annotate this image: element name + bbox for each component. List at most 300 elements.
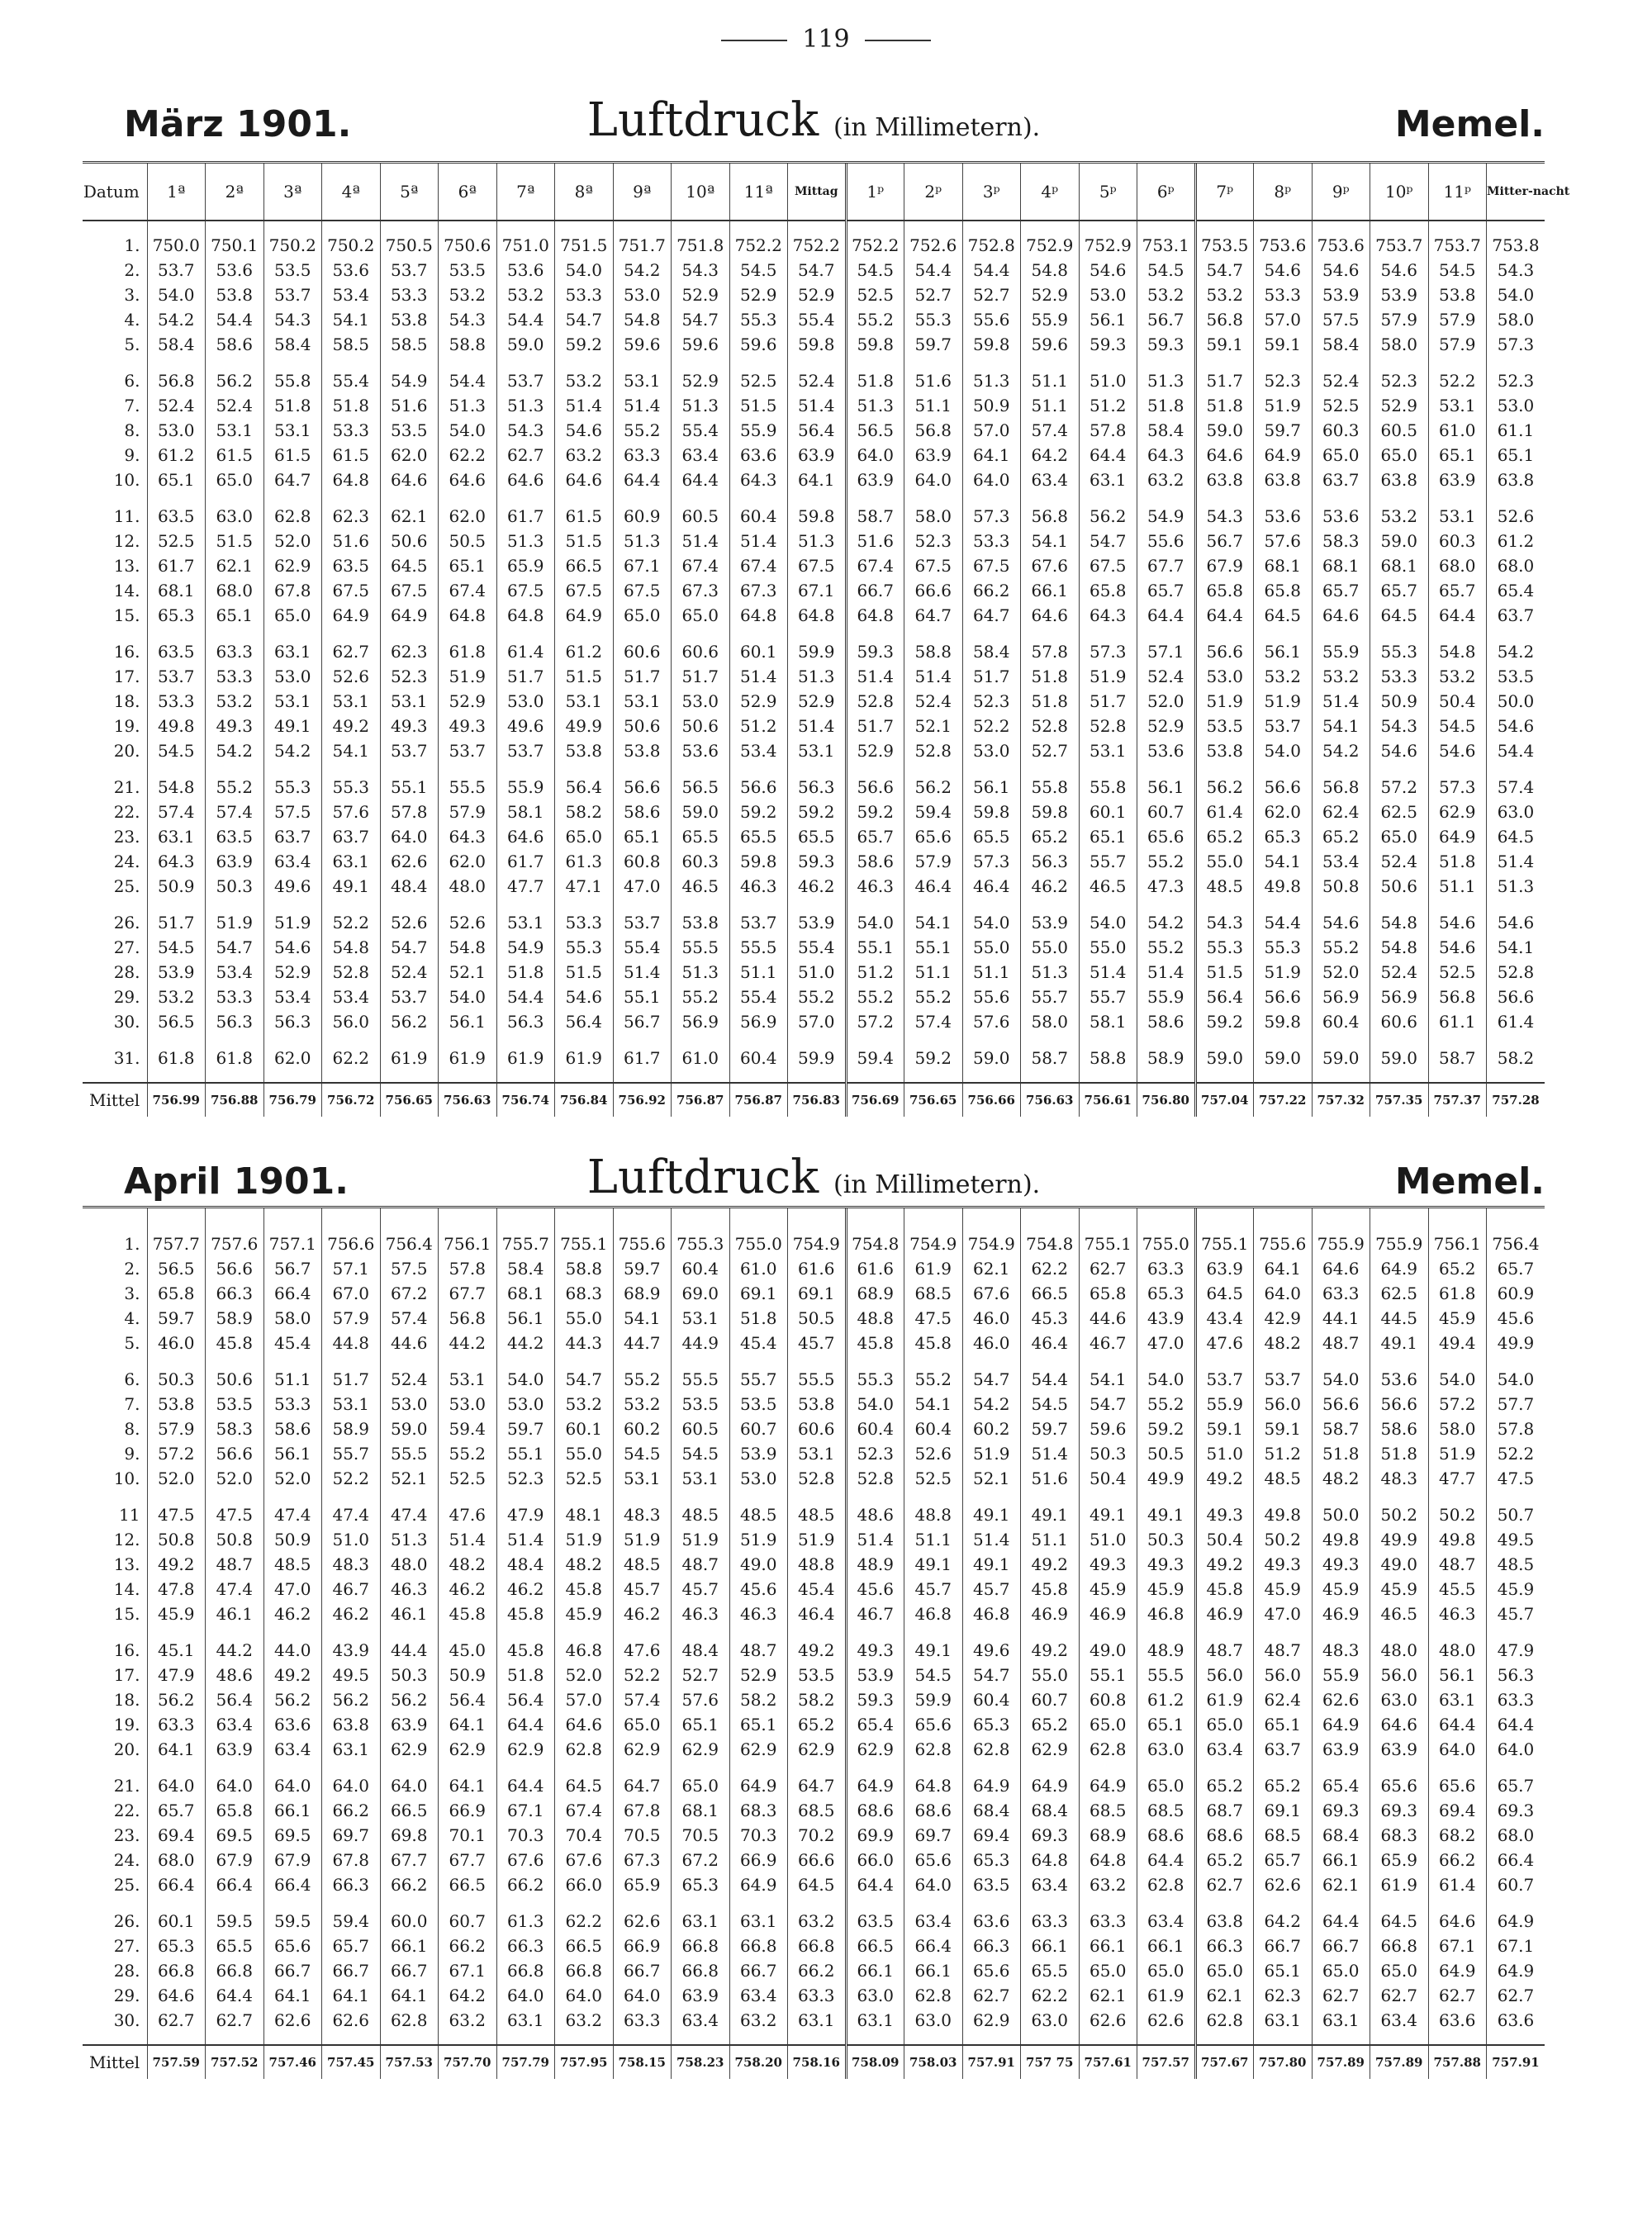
april-pressure-value: 59.7 <box>1021 1416 1080 1441</box>
march-pressure-value: 750.5 <box>380 233 439 258</box>
april-group-spacer <box>83 1491 1545 1502</box>
april-pressure-value: 66.4 <box>206 1872 264 1897</box>
march-pressure-value: 51.7 <box>846 714 904 738</box>
march-pressure-value: 52.9 <box>439 689 497 714</box>
april-pressure-value: 47.6 <box>613 1638 672 1663</box>
march-pressure-value: 751.8 <box>672 233 730 258</box>
march-pressure-value: 57.9 <box>1370 307 1429 332</box>
march-pressure-value: 53.1 <box>555 689 614 714</box>
march-pressure-value: 53.2 <box>555 368 614 393</box>
april-pressure-value: 57.9 <box>147 1416 206 1441</box>
april-pressure-value: 66.0 <box>555 1872 614 1897</box>
april-pressure-value: 49.2 <box>263 1663 322 1687</box>
march-pressure-value: 65.0 <box>613 603 672 628</box>
march-pressure-value: 750.2 <box>322 233 381 258</box>
march-pressure-value: 55.2 <box>1312 935 1370 960</box>
april-pressure-value: 57.7 <box>1487 1392 1545 1416</box>
april-pressure-value: 60.2 <box>613 1416 672 1441</box>
april-pressure-value: 755.9 <box>1312 1231 1370 1256</box>
march-pressure-value: 51.6 <box>846 529 904 553</box>
april-pressure-value: 65.7 <box>1487 1773 1545 1798</box>
april-pressure-value: 61.2 <box>1137 1687 1196 1712</box>
april-pressure-value: 51.9 <box>962 1441 1021 1466</box>
march-group-spacer <box>83 221 1545 233</box>
march-pressure-value: 47.0 <box>613 874 672 899</box>
april-pressure-value: 48.0 <box>380 1552 439 1577</box>
march-column-header: 5ª <box>380 164 439 221</box>
march-mean-value: 756.99 <box>147 1083 206 1117</box>
march-pressure-value: 53.9 <box>1021 910 1080 935</box>
march-pressure-value: 51.9 <box>1254 960 1313 985</box>
march-month-title: März 1901. <box>124 103 352 145</box>
march-column-header: 10ᵖ <box>1370 164 1429 221</box>
april-pressure-value: 48.8 <box>788 1552 847 1577</box>
april-pressure-value: 65.8 <box>147 1281 206 1306</box>
march-pressure-value: 51.4 <box>555 393 614 418</box>
april-pressure-value: 65.0 <box>1079 1712 1137 1737</box>
march-pressure-value: 52.3 <box>1370 368 1429 393</box>
april-pressure-value: 62.8 <box>1079 1737 1137 1762</box>
march-pressure-value: 51.6 <box>380 393 439 418</box>
april-pressure-value: 47.8 <box>147 1577 206 1601</box>
april-pressure-value: 66.7 <box>380 1958 439 1983</box>
march-pressure-value: 67.4 <box>729 553 788 578</box>
april-pressure-value: 63.6 <box>1428 2008 1487 2033</box>
april-pressure-value: 61.0 <box>729 1256 788 1281</box>
april-pressure-value: 68.1 <box>672 1798 730 1823</box>
april-pressure-value: 49.1 <box>962 1502 1021 1527</box>
april-pressure-value: 64.8 <box>1079 1848 1137 1872</box>
april-pressure-value: 45.9 <box>147 1601 206 1626</box>
april-mean-value: 758.03 <box>904 2045 963 2079</box>
march-pressure-value: 58.7 <box>1428 1046 1487 1070</box>
march-pressure-value: 51.7 <box>1079 689 1137 714</box>
march-pressure-value: 67.6 <box>1021 553 1080 578</box>
april-pressure-value: 65.0 <box>1137 1773 1196 1798</box>
april-pressure-value: 65.6 <box>904 1712 963 1737</box>
april-pressure-value: 49.2 <box>1195 1466 1254 1491</box>
april-pressure-value: 63.0 <box>1021 2008 1080 2033</box>
march-day-label: 14. <box>113 581 140 600</box>
april-pressure-value: 50.9 <box>263 1527 322 1552</box>
april-pressure-value: 56.6 <box>1312 1392 1370 1416</box>
april-pressure-value: 63.1 <box>788 2008 847 2033</box>
march-pressure-value: 52.7 <box>904 282 963 307</box>
april-pressure-value: 52.5 <box>555 1466 614 1491</box>
march-pressure-value: 64.7 <box>263 467 322 492</box>
march-pressure-value: 50.6 <box>1370 874 1429 899</box>
march-mean-value: 756.88 <box>206 1083 264 1117</box>
march-pressure-value: 753.8 <box>1487 233 1545 258</box>
april-pressure-value: 47.9 <box>496 1502 555 1527</box>
march-group-spacer <box>83 1034 1545 1046</box>
march-pressure-value: 63.8 <box>1370 467 1429 492</box>
march-pressure-value: 61.1 <box>1428 1009 1487 1034</box>
march-pressure-value: 63.6 <box>729 443 788 467</box>
april-pressure-value: 66.5 <box>1021 1281 1080 1306</box>
march-pressure-value: 53.7 <box>439 738 497 763</box>
march-pressure-value: 51.3 <box>1137 368 1196 393</box>
march-pressure-value: 53.2 <box>1370 504 1429 529</box>
march-pressure-value: 64.9 <box>380 603 439 628</box>
march-pressure-value: 56.5 <box>672 775 730 800</box>
april-pressure-value: 65.0 <box>1312 1958 1370 1983</box>
april-pressure-value: 67.6 <box>962 1281 1021 1306</box>
march-pressure-value: 56.2 <box>1079 504 1137 529</box>
april-pressure-value: 757.7 <box>147 1231 206 1256</box>
april-pressure-value: 48.7 <box>206 1552 264 1577</box>
april-pressure-value: 54.5 <box>904 1663 963 1687</box>
march-pressure-value: 63.4 <box>1021 467 1080 492</box>
april-pressure-value: 45.9 <box>1079 1577 1137 1601</box>
april-pressure-value: 54.7 <box>555 1367 614 1392</box>
april-pressure-value: 754.8 <box>1021 1231 1080 1256</box>
april-pressure-value: 45.8 <box>555 1577 614 1601</box>
march-pressure-value: 57.3 <box>962 504 1021 529</box>
march-pressure-value: 51.3 <box>496 529 555 553</box>
april-title-note: (in Millimetern). <box>833 1170 1041 1199</box>
march-pressure-value: 58.0 <box>1370 332 1429 357</box>
april-pressure-value: 54.4 <box>1021 1367 1080 1392</box>
march-pressure-value: 67.1 <box>788 578 847 603</box>
march-pressure-value: 53.6 <box>322 258 381 282</box>
april-pressure-value: 52.1 <box>380 1466 439 1491</box>
march-pressure-value: 54.7 <box>555 307 614 332</box>
march-pressure-value: 64.5 <box>1487 824 1545 849</box>
march-mean-value: 757.35 <box>1370 1083 1429 1117</box>
march-station-name: Memel. <box>1394 103 1545 145</box>
april-pressure-value: 62.8 <box>904 1983 963 2008</box>
april-pressure-value: 56.8 <box>439 1306 497 1331</box>
april-pressure-value: 46.8 <box>1137 1601 1196 1626</box>
april-pressure-value: 64.5 <box>788 1872 847 1897</box>
april-pressure-value: 49.1 <box>1137 1502 1196 1527</box>
april-pressure-value: 62.7 <box>1428 1983 1487 2008</box>
april-day-label: 8. <box>124 1419 140 1439</box>
april-pressure-value: 67.9 <box>206 1848 264 1872</box>
march-pressure-value: 59.0 <box>1312 1046 1370 1070</box>
march-pressure-value: 63.8 <box>1487 467 1545 492</box>
march-pressure-value: 60.7 <box>1137 800 1196 824</box>
march-pressure-value: 51.9 <box>263 910 322 935</box>
april-pressure-value: 63.2 <box>729 2008 788 2033</box>
march-pressure-value: 64.9 <box>1428 824 1487 849</box>
april-group-spacer <box>83 1220 1545 1231</box>
april-pressure-value: 64.0 <box>904 1872 963 1897</box>
march-pressure-value: 64.6 <box>496 824 555 849</box>
march-pressure-value: 52.4 <box>380 960 439 985</box>
april-pressure-value: 46.9 <box>1079 1601 1137 1626</box>
april-day-label: 24. <box>113 1850 140 1870</box>
april-pressure-value: 69.7 <box>322 1823 381 1848</box>
march-pressure-value: 52.3 <box>1254 368 1313 393</box>
march-pressure-value: 55.9 <box>1021 307 1080 332</box>
april-pressure-value: 50.4 <box>1195 1527 1254 1552</box>
april-pressure-value: 49.5 <box>1487 1527 1545 1552</box>
april-pressure-value: 60.7 <box>439 1909 497 1934</box>
march-pressure-value: 51.0 <box>1079 368 1137 393</box>
march-pressure-value: 53.1 <box>1428 393 1487 418</box>
april-pressure-value: 62.9 <box>729 1737 788 1762</box>
april-pressure-value: 67.7 <box>380 1848 439 1872</box>
march-pressure-value: 55.2 <box>846 985 904 1009</box>
april-mean-value: 757.89 <box>1370 2045 1429 2079</box>
march-pressure-value: 57.4 <box>1487 775 1545 800</box>
april-pressure-value: 65.1 <box>1254 1958 1313 1983</box>
april-mean-label: Mittel <box>83 2045 147 2079</box>
march-pressure-value: 60.8 <box>613 849 672 874</box>
april-pressure-value: 47.0 <box>263 1577 322 1601</box>
april-pressure-value: 48.2 <box>439 1552 497 1577</box>
april-pressure-value: 58.3 <box>206 1416 264 1441</box>
march-pressure-value: 67.5 <box>322 578 381 603</box>
march-mean-value: 756.63 <box>1021 1083 1080 1117</box>
march-group-spacer <box>83 492 1545 504</box>
march-pressure-value: 64.0 <box>380 824 439 849</box>
march-pressure-value: 50.6 <box>380 529 439 553</box>
march-pressure-value: 64.8 <box>439 603 497 628</box>
april-pressure-value: 65.3 <box>1137 1281 1196 1306</box>
april-pressure-value: 52.5 <box>904 1466 963 1491</box>
march-mean-value: 757.22 <box>1254 1083 1313 1117</box>
march-pressure-value: 54.2 <box>1312 738 1370 763</box>
april-mean-value: 758.15 <box>613 2045 672 2079</box>
april-pressure-value: 56.6 <box>206 1441 264 1466</box>
april-pressure-value: 69.7 <box>904 1823 963 1848</box>
april-pressure-value: 50.0 <box>1312 1502 1370 1527</box>
march-pressure-value: 51.8 <box>496 960 555 985</box>
march-pressure-value: 61.7 <box>496 849 555 874</box>
march-pressure-value: 54.5 <box>1137 258 1196 282</box>
april-pressure-value: 68.0 <box>1487 1823 1545 1848</box>
march-pressure-value: 54.7 <box>380 935 439 960</box>
april-pressure-value: 55.5 <box>672 1367 730 1392</box>
april-pressure-value: 61.9 <box>1195 1687 1254 1712</box>
april-pressure-value: 65.9 <box>613 1872 672 1897</box>
april-day-row <box>83 1502 1545 1527</box>
march-mean-value: 756.61 <box>1079 1083 1137 1117</box>
april-pressure-value: 66.8 <box>729 1934 788 1958</box>
april-pressure-value: 69.3 <box>1487 1798 1545 1823</box>
april-pressure-value: 69.4 <box>147 1823 206 1848</box>
april-pressure-value: 54.1 <box>613 1306 672 1331</box>
march-pressure-value: 52.1 <box>439 960 497 985</box>
april-day-label: 10. <box>113 1469 140 1488</box>
march-pressure-value: 53.4 <box>729 738 788 763</box>
march-pressure-value: 58.4 <box>1137 418 1196 443</box>
march-pressure-value: 56.7 <box>1137 307 1196 332</box>
april-pressure-value: 59.5 <box>206 1909 264 1934</box>
april-day-label: 4. <box>124 1308 140 1328</box>
march-pressure-value: 53.3 <box>1370 664 1429 689</box>
april-pressure-value: 67.3 <box>613 1848 672 1872</box>
march-pressure-value: 61.4 <box>496 639 555 664</box>
march-pressure-value: 53.6 <box>672 738 730 763</box>
march-pressure-value: 55.8 <box>263 368 322 393</box>
march-mean-value: 756.65 <box>380 1083 439 1117</box>
march-pressure-value: 51.4 <box>613 960 672 985</box>
april-pressure-value: 64.4 <box>496 1712 555 1737</box>
april-pressure-value: 57.1 <box>322 1256 381 1281</box>
april-pressure-value: 54.5 <box>1021 1392 1080 1416</box>
april-pressure-value: 64.4 <box>1137 1848 1196 1872</box>
march-pressure-value: 51.3 <box>788 664 847 689</box>
march-pressure-value: 51.8 <box>1428 849 1487 874</box>
april-pressure-value: 62.8 <box>1137 1872 1196 1897</box>
april-pressure-value: 53.1 <box>788 1441 847 1466</box>
april-pressure-value: 66.3 <box>322 1872 381 1897</box>
april-mean-value: 757.67 <box>1195 2045 1254 2079</box>
april-group-spacer <box>83 1355 1545 1367</box>
march-pressure-value: 51.8 <box>1021 664 1080 689</box>
april-pressure-value: 64.6 <box>147 1983 206 2008</box>
april-mean-value: 757.88 <box>1428 2045 1487 2079</box>
march-pressure-value: 751.7 <box>613 233 672 258</box>
march-pressure-value: 52.9 <box>729 282 788 307</box>
april-pressure-value: 62.5 <box>1370 1281 1429 1306</box>
march-pressure-value: 58.0 <box>1021 1009 1080 1034</box>
april-pressure-value: 55.5 <box>380 1441 439 1466</box>
march-pressure-value: 51.3 <box>1021 960 1080 985</box>
march-pressure-value: 65.1 <box>206 603 264 628</box>
april-pressure-value: 57.5 <box>380 1256 439 1281</box>
march-pressure-value: 59.6 <box>613 332 672 357</box>
april-pressure-value: 67.1 <box>1428 1934 1487 1958</box>
april-day-label: 13. <box>113 1554 140 1574</box>
march-pressure-value: 51.6 <box>322 529 381 553</box>
april-pressure-value: 49.0 <box>729 1552 788 1577</box>
april-pressure-value: 68.4 <box>962 1798 1021 1823</box>
march-pressure-value: 53.7 <box>496 368 555 393</box>
march-pressure-value: 60.3 <box>672 849 730 874</box>
march-day-row <box>83 738 1545 763</box>
april-pressure-value: 69.1 <box>1254 1798 1313 1823</box>
march-pressure-value: 53.4 <box>322 985 381 1009</box>
march-group-spacer <box>83 899 1545 910</box>
april-pressure-value: 45.7 <box>788 1331 847 1355</box>
march-pressure-value: 51.6 <box>904 368 963 393</box>
april-pressure-value: 51.8 <box>1370 1441 1429 1466</box>
april-pressure-value: 66.4 <box>147 1872 206 1897</box>
march-pressure-value: 53.7 <box>147 664 206 689</box>
april-pressure-value: 54.0 <box>496 1367 555 1392</box>
april-day-row <box>83 1416 1545 1441</box>
march-pressure-value: 60.1 <box>729 639 788 664</box>
march-pressure-value: 62.3 <box>380 639 439 664</box>
march-pressure-value: 59.0 <box>1370 529 1429 553</box>
march-pressure-value: 65.7 <box>1312 578 1370 603</box>
march-pressure-value: 52.2 <box>1428 368 1487 393</box>
april-pressure-value: 46.0 <box>962 1306 1021 1331</box>
march-pressure-value: 65.0 <box>672 603 730 628</box>
april-pressure-value: 53.5 <box>729 1392 788 1416</box>
march-pressure-value: 59.7 <box>1254 418 1313 443</box>
april-pressure-value: 45.8 <box>496 1638 555 1663</box>
march-pressure-value: 64.6 <box>1195 443 1254 467</box>
april-pressure-value: 45.8 <box>1195 1577 1254 1601</box>
march-pressure-value: 55.7 <box>1079 985 1137 1009</box>
march-pressure-value: 57.6 <box>962 1009 1021 1034</box>
march-day-label: 6. <box>124 371 140 391</box>
march-pressure-value: 65.7 <box>1137 578 1196 603</box>
march-pressure-value: 51.8 <box>1137 393 1196 418</box>
april-pressure-value: 53.1 <box>439 1367 497 1392</box>
april-pressure-value: 45.6 <box>1487 1306 1545 1331</box>
april-pressure-value: 47.9 <box>1487 1638 1545 1663</box>
march-pressure-value: 53.3 <box>962 529 1021 553</box>
april-pressure-value: 65.5 <box>1021 1958 1080 1983</box>
march-pressure-value: 51.8 <box>263 393 322 418</box>
april-pressure-value: 43.9 <box>1137 1306 1196 1331</box>
april-pressure-value: 64.7 <box>613 1773 672 1798</box>
april-pressure-value: 64.9 <box>1487 1958 1545 1983</box>
april-pressure-value: 66.8 <box>672 1958 730 1983</box>
april-pressure-value: 63.9 <box>1195 1256 1254 1281</box>
march-mean-value: 756.84 <box>555 1083 614 1117</box>
april-pressure-value: 59.0 <box>380 1416 439 1441</box>
april-day-label: 30. <box>113 2010 140 2030</box>
march-pressure-value: 55.0 <box>1079 935 1137 960</box>
march-pressure-value: 56.1 <box>1079 307 1137 332</box>
april-pressure-value: 62.1 <box>1312 1872 1370 1897</box>
april-pressure-value: 53.2 <box>555 1392 614 1416</box>
march-pressure-value: 51.4 <box>788 714 847 738</box>
april-pressure-value: 66.1 <box>1137 1934 1196 1958</box>
march-pressure-value: 54.1 <box>1021 529 1080 553</box>
april-pressure-value: 47.5 <box>1487 1466 1545 1491</box>
march-pressure-value: 54.5 <box>846 258 904 282</box>
april-pressure-value: 46.1 <box>380 1601 439 1626</box>
april-pressure-value: 68.5 <box>1137 1798 1196 1823</box>
march-pressure-value: 63.3 <box>206 639 264 664</box>
april-pressure-value: 64.6 <box>555 1712 614 1737</box>
april-pressure-value: 63.6 <box>1487 2008 1545 2033</box>
april-pressure-value: 63.6 <box>962 1909 1021 1934</box>
april-pressure-value: 64.1 <box>439 1712 497 1737</box>
april-pressure-value: 68.4 <box>1021 1798 1080 1823</box>
march-pressure-value: 50.4 <box>1428 689 1487 714</box>
march-pressure-value: 49.8 <box>147 714 206 738</box>
april-pressure-value: 49.2 <box>1021 1638 1080 1663</box>
april-pressure-value: 62.8 <box>904 1737 963 1762</box>
march-pressure-value: 61.8 <box>439 639 497 664</box>
april-pressure-value: 67.8 <box>613 1798 672 1823</box>
march-pressure-value: 58.0 <box>1487 307 1545 332</box>
april-pressure-value: 64.4 <box>846 1872 904 1897</box>
march-day-label: 8. <box>124 420 140 440</box>
march-day-label: 28. <box>113 962 140 982</box>
march-pressure-value: 59.3 <box>1137 332 1196 357</box>
march-pressure-value: 51.1 <box>1021 368 1080 393</box>
april-pressure-value: 58.6 <box>263 1416 322 1441</box>
march-pressure-value: 64.6 <box>496 467 555 492</box>
april-pressure-value: 58.0 <box>263 1306 322 1331</box>
april-pressure-value: 61.9 <box>904 1256 963 1281</box>
april-pressure-value: 62.2 <box>1021 1983 1080 2008</box>
april-pressure-value: 42.9 <box>1254 1306 1313 1331</box>
march-pressure-value: 51.7 <box>496 664 555 689</box>
april-pressure-value: 65.0 <box>1370 1958 1429 1983</box>
april-pressure-value: 67.1 <box>496 1798 555 1823</box>
march-pressure-value: 59.8 <box>962 800 1021 824</box>
april-pressure-value: 52.0 <box>263 1466 322 1491</box>
march-day-label: 22. <box>113 802 140 822</box>
march-mean-value: 756.72 <box>322 1083 381 1117</box>
march-day-label: 2. <box>124 260 140 280</box>
march-day-row <box>83 603 1545 628</box>
march-pressure-value: 58.5 <box>380 332 439 357</box>
march-pressure-value: 64.2 <box>1021 443 1080 467</box>
